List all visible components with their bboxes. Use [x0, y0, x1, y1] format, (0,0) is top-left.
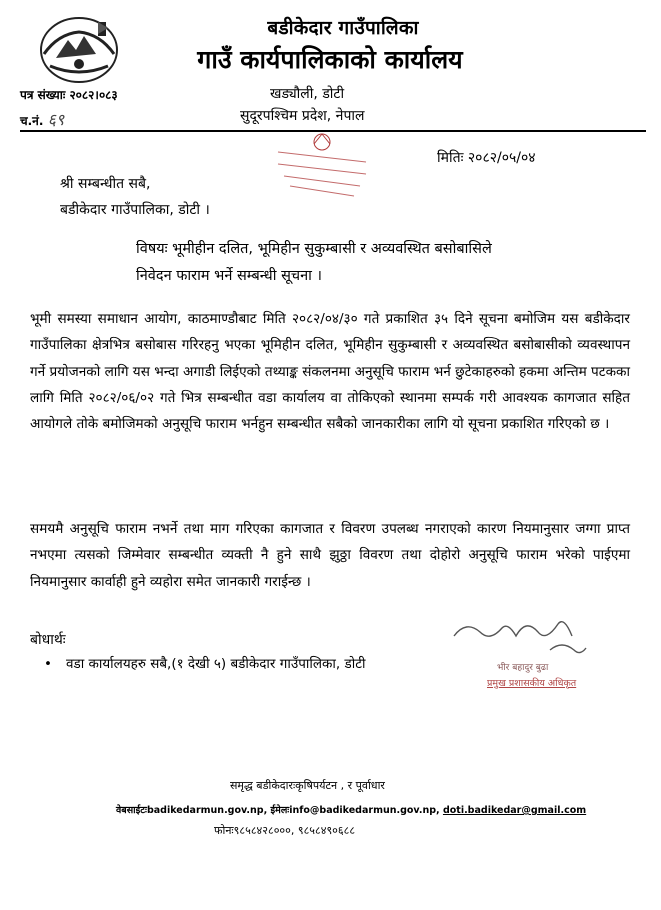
reference-label: पत्र संख्याः — [20, 88, 66, 102]
dispatch-value: ६९ — [47, 110, 65, 129]
footer-contacts — [116, 803, 586, 816]
reference-value: २०८२।०८३ — [69, 88, 118, 102]
dispatch-number — [20, 108, 64, 130]
phone-label: फोनः — [214, 824, 234, 837]
date-label: मितिः — [437, 150, 464, 166]
office-name: गाउँ कार्यपालिकाको कार्यालय — [197, 45, 463, 74]
cc-list — [58, 654, 366, 672]
subject-line-2: निवेदन फाराम भर्ने सम्बन्धी सूचना । — [136, 268, 322, 284]
address-line-1: खड्यौली, डोटी — [270, 86, 345, 102]
subject-line-1: विषयः भूमीहीन दलित, भूमिहीन सुकुम्बासी र अव्यवस्थित बसोबासिले — [136, 241, 492, 257]
signer-name: भीर बहादुर बुढा — [497, 663, 549, 673]
signer-title: प्रमुख प्रशासकीय अधिकृत — [487, 678, 577, 689]
address-line-2: सुदूरपश्चिम प्रदेश, नेपाल — [240, 108, 365, 124]
body-paragraph-2: समयमै अनुसूचि फाराम नभर्ने तथा माग गरिएका कागजात र विवरण उपलब्ध नगराएको कारण नियमानुसार जग्गा प्राप्त नभएमा त्यसको जिम्मेवार सम्बन्धीत व्यक्ती नै हुने साथै झुठ्ठा विवरण तथा दोहोरो अनुसूचि फाराम भरेको पाईएमा नियमानुसार कार्वाही हुने व्यहोरा समेत जानकारी गराईन्छ । — [30, 521, 630, 590]
office-stamp-icon — [270, 130, 375, 200]
recipient-line-1: श्री सम्बन्धीत सबै, — [60, 176, 151, 192]
cc-heading: बोधार्थः — [30, 632, 66, 648]
email-link[interactable]: info@badikedarmun.gov.np, — [289, 805, 440, 816]
website-label: वेबसाईटः — [116, 805, 147, 816]
body-paragraph-1: भूमी समस्या समाधान आयोग, काठमाण्डौबाट मिति २०८२/०४/३० गते प्रकाशित ३५ दिने सूचना बमोजिम यस बडीकेदार गाउँपालिका क्षेत्रभित्र बसोबास गरिरहनु भएका भूमिहीन दलित, भूमिहीन सुकुम्बासी र अव्यवस्थित बसोबासीको व्यवस्थापन गर्ने प्रयोजनको लागि यस भन्दा अगाडी लिईएको तथ्याङ्क संकलनमा अनुसूचि फाराम भर्न छुटेकाहरुको हकमा अन्तिम पटकका लागि मिति २०८२/०६/०२ गते भित्र सम्बन्धीत वडा कार्यालय वा तोकिएको स्थानमा सम्पर्क गरी आवश्यक कागजात सहित आयोगले तोके बमोजिमको अनुसूचि फाराम भर्नहुन सम्बन्धीत सबैको जानकारीका लागि यो सूचना प्रकाशित गरिएको छ । — [30, 311, 630, 433]
footer-slogan: समृद्ध बडीकेदारःकृषिपर्यटन , र पूर्वाधार — [230, 779, 385, 792]
list-item: • वडा कार्यालयहरु सबै,(१ देखी ५) बडीकेदार गाउँपालिका, डोटी — [58, 654, 366, 672]
reference-number — [20, 86, 118, 103]
subject — [136, 236, 616, 290]
letter-date — [437, 148, 536, 167]
municipality-name: बडीकेदार गाउँपालिका — [267, 17, 419, 39]
signature-icon — [446, 606, 596, 666]
recipient-line-2: बडीकेदार गाउँपालिका, डोटी । — [60, 202, 210, 218]
email-label: ईमेलः — [267, 805, 290, 816]
date-value: २०८२/०५/०४ — [467, 150, 536, 166]
dispatch-label: च.नं. — [20, 114, 44, 128]
website-link[interactable]: badikedarmun.gov.np, — [146, 805, 268, 816]
nepal-emblem-icon — [38, 14, 120, 84]
phone-numbers: ९८५८४२८०००, ९८५८४९०६८८ — [233, 824, 356, 837]
footer-phone — [214, 823, 355, 838]
email-link-secondary[interactable]: doti.badikedar@gmail.com — [442, 805, 587, 816]
